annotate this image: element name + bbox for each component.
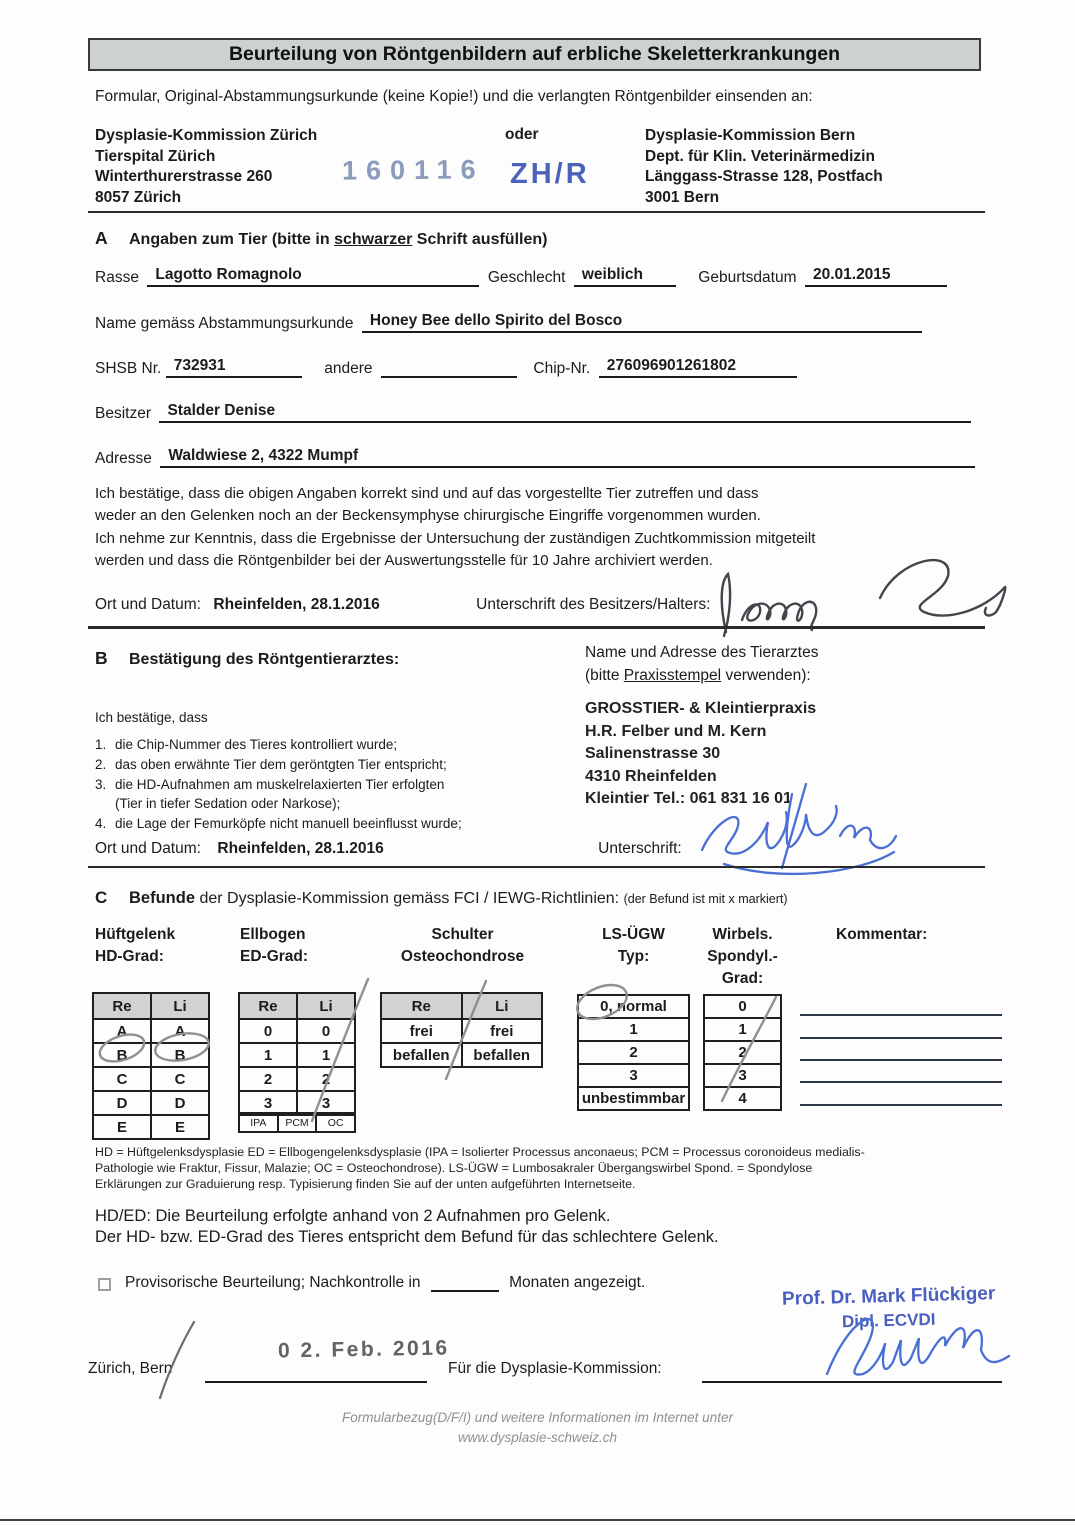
address-line: Dysplasie-Kommission Bern [645,127,856,144]
ls-cell: unbestimmbar [578,1087,689,1110]
address-line: Winterthurerstrasse 260 [95,168,273,185]
examiner-stamp-name: Prof. Dr. Mark Flückiger [781,1283,996,1310]
shsb-label: SHSB Nr. [95,360,162,377]
confirm-item-4 [95,816,462,831]
section-a-title-pre: Angaben zum Tier (bitte in [129,231,330,248]
footnote-line: Pathologie wie Fraktur, Fissur, Malazie; OC = Osteochondrose). LS-ÜGW = Lumbosakraler Übergangswirbel Spond. = Spondylose [95,1161,813,1175]
col-header-line: ED-Grad: [240,948,309,965]
divider [88,626,985,629]
provisional-text-post: Monaten angezeigt. [509,1274,646,1291]
ls-column-header [577,924,690,968]
hd-cell-marked: B [151,1043,209,1067]
intro-line: Formular, Original-Abstammungsurkunde (keine Kopie!) und die verlangten Röntgenbilder einsenden an: [95,88,813,105]
footer-line: Formularbezug(D/F/I) und weitere Informationen im Internet unter [342,1410,733,1425]
ed-cell: 2 [239,1067,297,1091]
place-label: Zürich, Bern [88,1360,173,1377]
col-header-line: Schulter [431,926,494,943]
vet-address-header [585,641,818,687]
spondyl-cell: 1 [704,1018,781,1041]
col-header-line: Typ: [617,948,650,965]
months-blank-field [431,1290,499,1292]
zh-r-stamp: ZH/R [510,158,590,190]
hip-column-header [95,924,175,968]
col-header-line: Hüftgelenk [95,926,176,943]
praxis-stamp-line: GROSSTIER- & Kleintierpraxis [585,700,817,717]
ed-cell: 0 [297,1019,355,1043]
col-header-line: Grad: [721,970,764,987]
declaration-line: weder an den Gelenken noch an der Beckensymphyse chirurgische Eingriffe vorgenommen wurden. [95,507,761,525]
date-blank-line [205,1381,427,1383]
pedigree-name-row [95,312,926,333]
ls-cell: 2 [578,1041,689,1064]
item-text: das oben erwähnte Tier dem geröntgten Tier entspricht; [115,757,447,772]
section-a-letter: A [95,228,108,248]
col-header-line: Ellbogen [240,926,306,943]
shoulder-col-li: Li [462,993,543,1019]
elbow-column-header [240,924,308,968]
ls-cell: 3 [578,1064,689,1087]
andere-field [381,375,517,378]
shsb-field: 732931 [166,357,302,378]
form-footer [0,1408,1075,1448]
section-a-title-underlined: schwarzer [334,231,413,248]
footnote-line: HD = Hüftgelenksdysplasie ED = Ellbogengelenksdysplasie (IPA = Isolierter Processus anconaeus; PCM = Processus coronoideus medialis- [95,1145,865,1159]
scan-edge-line [0,1519,1075,1521]
col-header-line: HD-Grad: [95,948,164,965]
col-header-line: Osteochondrose [400,948,525,965]
andere-label: andere [324,360,373,377]
ed-cell: 3 [239,1091,297,1115]
praxis-stamp-line: H.R. Felber und M. Kern [585,722,767,740]
bern-strikethrough-mark [140,1318,220,1403]
provisional-text-pre: Provisorische Beurteilung; Nachkontrolle in [125,1274,421,1291]
spondyl-cell: 3 [704,1064,781,1087]
vet-header-pre: (bitte [585,667,620,684]
declaration-line: Ich nehme zur Kenntnis, dass die Ergebnisse der Untersuchung der zuständigen Zuchtkommission mitgeteilt [95,529,816,547]
sex-field: weiblich [574,266,676,287]
ed-col-li: Li [297,993,355,1019]
vet-header-line1: Name und Adresse des Tierarztes [585,644,819,661]
praxis-stamp-line: Kleintier Tel.: 061 831 16 01 [585,790,792,807]
abbreviation-footnote [95,1144,990,1192]
ed-cell: 2 [297,1067,355,1091]
divider [88,211,985,213]
date-stamp: 0 2. Feb. 2016 [277,1336,450,1363]
commission-label: Für die Dysplasie-Kommission: [448,1360,662,1377]
confirm-intro: Ich bestätige, dass [95,710,208,725]
owner-signature-label: Unterschrift des Besitzers/Halters: [476,596,711,613]
section-c-title-bold: Befunde [129,889,195,907]
shoulder-cell: frei [381,1019,462,1043]
section-b-signature-row [95,840,682,858]
declaration-line: werden und dass die Röntgenbilder bei der Auswertungsstelle für 10 Jahre archiviert werden. [95,551,713,569]
footnote-line: Erklärungen zur Graduierung resp. Typisierung finden Sie auf der unten aufgeführten Internetseite. [95,1177,636,1191]
place-date-label-a: Ort und Datum: [95,596,201,613]
chip-field: 276096901261802 [599,357,797,378]
case-number-stamp: 160116 [341,154,485,186]
item-number: 3. [95,777,107,792]
confirm-item-3b [115,796,340,811]
address-line: Dept. für Klin. Veterinärmedizin [645,147,875,165]
owner-field: Stalder Denise [159,402,971,423]
shoulder-cell: befallen [381,1043,462,1067]
breed-label: Rasse [95,269,139,286]
confirm-item-2 [95,757,447,772]
hd-cell: C [93,1067,151,1091]
item-number: 1. [95,737,107,752]
vet-header-post: verwenden): [725,667,811,684]
address-label: Adresse [95,450,152,467]
shoulder-cell: befallen [462,1043,543,1067]
place-date-label-b: Ort und Datum: [95,840,201,857]
divider [88,866,985,868]
item-number: 2. [95,757,107,772]
form-title: Beurteilung von Röntgenbildern auf erbliche Skeletterkrankungen [228,43,841,65]
shoulder-column-header [380,924,545,968]
col-header-line: Spondyl.- [707,948,778,965]
place-date-value-b: Rheinfelden, 28.1.2016 [217,840,384,857]
chip-label: Chip-Nr. [533,360,591,377]
hd-cell: E [151,1115,209,1139]
examiner-stamp-title: Dipl. ECVDI [841,1309,936,1332]
confirm-item-1 [95,737,397,752]
address-line: Dysplasie-Kommission Zürich [95,127,318,144]
hd-cell: E [93,1115,151,1139]
address-row [95,447,979,468]
shoulder-col-re: Re [381,993,462,1019]
birthdate-label: Geburtsdatum [698,269,797,286]
section-c-title-note: (der Befund ist mit x markiert) [623,892,788,906]
shoulder-cell: frei [462,1019,543,1043]
sex-label: Geschlecht [487,269,566,286]
section-a-header [95,228,547,249]
ls-cell-marked: 0, normal [578,995,689,1018]
praxis-stamp-line: Salinenstrasse 30 [585,745,721,762]
address-line: 3001 Bern [645,188,720,206]
item-number: 4. [95,816,107,831]
vet-header-line2 [585,664,818,687]
spondyl-cell: 0 [704,995,781,1018]
item-text: die HD-Aufnahmen am muskelrelaxierten Tier erfolgten [115,777,445,792]
item-text: (Tier in tiefer Sedation oder Narkose); [115,796,341,811]
ed-slash-mark [312,979,368,1121]
section-b-header [95,648,399,669]
hd-cell: A [93,1019,151,1043]
hd-li-b-circle-mark [153,1030,211,1065]
spondyl-cell: 2 [704,1041,781,1064]
vet-signature-label: Unterschrift: [598,840,682,857]
footer-line: www.dysplasie-schweiz.ch [457,1430,618,1445]
commission-signature [815,1300,1015,1392]
provisional-row [125,1274,645,1292]
spondyl-slash-mark [722,997,776,1101]
ls-cell: 1 [578,1018,689,1041]
birthdate-field: 20.01.2015 [805,266,947,287]
section-c-header [95,888,788,908]
ed-cell: 3 [297,1091,355,1115]
shoulder-slash-mark [446,981,486,1079]
confirm-item-3 [95,777,444,792]
hd-cell: D [151,1091,209,1115]
section-c-title-rest: der Dysplasie-Kommission gemäss FCI / IEWG-Richtlinien: [199,890,620,907]
ed-footer-oc: OC [316,1113,355,1132]
commission-signature-line [702,1381,1002,1383]
pedigree-name-field: Honey Bee dello Spirito del Bosco [362,312,922,333]
address-line: 8057 Zürich [95,188,182,206]
ls-typ-0-circle-mark [572,978,631,1025]
col-header-line: Wirbels. [712,926,773,943]
address-field: Waldwiese 2, 4322 Mumpf [160,447,975,468]
place-date-value-a: Rheinfelden, 28.1.2016 [213,596,380,613]
section-a-title-post: Schrift ausfüllen) [416,231,548,248]
owner-label: Besitzer [95,405,151,422]
col-header-line: LS-ÜGW [602,926,665,943]
declaration-line: Ich bestätige, dass die obigen Angaben korrekt sind und auf das vorgestellte Tier zutreffen und dass [95,485,759,502]
result-marks [80,975,1010,1135]
vet-signature [688,780,908,888]
recipient-bern [645,126,883,208]
recipient-zurich [95,126,317,208]
hded-note [95,1206,719,1248]
provisional-checkbox [98,1278,111,1291]
id-numbers-row [95,357,801,378]
ed-cell: 0 [239,1019,297,1043]
spondyl-cell: 4 [704,1087,781,1110]
hd-col-li: Li [151,993,209,1019]
or-label: oder [505,126,539,143]
ed-col-re: Re [239,993,297,1019]
section-a-signature-row [95,596,710,614]
hd-cell-marked: B [93,1043,151,1067]
praxis-stamp-line: 4310 Rheinfelden [585,767,717,785]
section-c-letter: C [95,888,108,907]
section-b-letter: B [95,648,108,668]
address-line: Tierspital Zürich [95,147,216,165]
ed-cell: 1 [239,1043,297,1067]
ed-cell: 1 [297,1043,355,1067]
item-text: die Chip-Nummer des Tieres kontrolliert wurde; [115,737,398,752]
breed-row [95,266,951,287]
breed-field: Lagotto Romagnolo [147,266,479,287]
comment-column-header: Kommentar: [836,926,928,943]
vet-header-underlined: Praxisstempel [623,667,722,684]
hd-col-re: Re [93,993,151,1019]
hd-cell: A [151,1019,209,1043]
hd-re-b-circle-mark [96,1029,147,1066]
hd-cell: C [151,1067,209,1091]
owner-row [95,402,975,423]
ed-footer-ipa: IPA [239,1113,278,1132]
ed-footer-pcm: PCM [278,1113,317,1132]
form-title-bar [88,38,981,71]
hded-line: HD/ED: Die Beurteilung erfolgte anhand von 2 Aufnahmen pro Gelenk. [95,1207,611,1225]
section-b-title: Bestätigung des Röntgentierarztes: [129,651,400,668]
hd-cell: D [93,1091,151,1115]
pedigree-name-label: Name gemäss Abstammungsurkunde [95,315,354,332]
hded-line: Der HD- bzw. ED-Grad des Tieres entspricht dem Befund für das schlechtere Gelenk. [95,1228,719,1246]
address-line: Länggass-Strasse 128, Postfach [645,168,883,185]
item-text: die Lage der Femurköpfe nicht manuell beeinflusst wurde; [115,816,462,831]
